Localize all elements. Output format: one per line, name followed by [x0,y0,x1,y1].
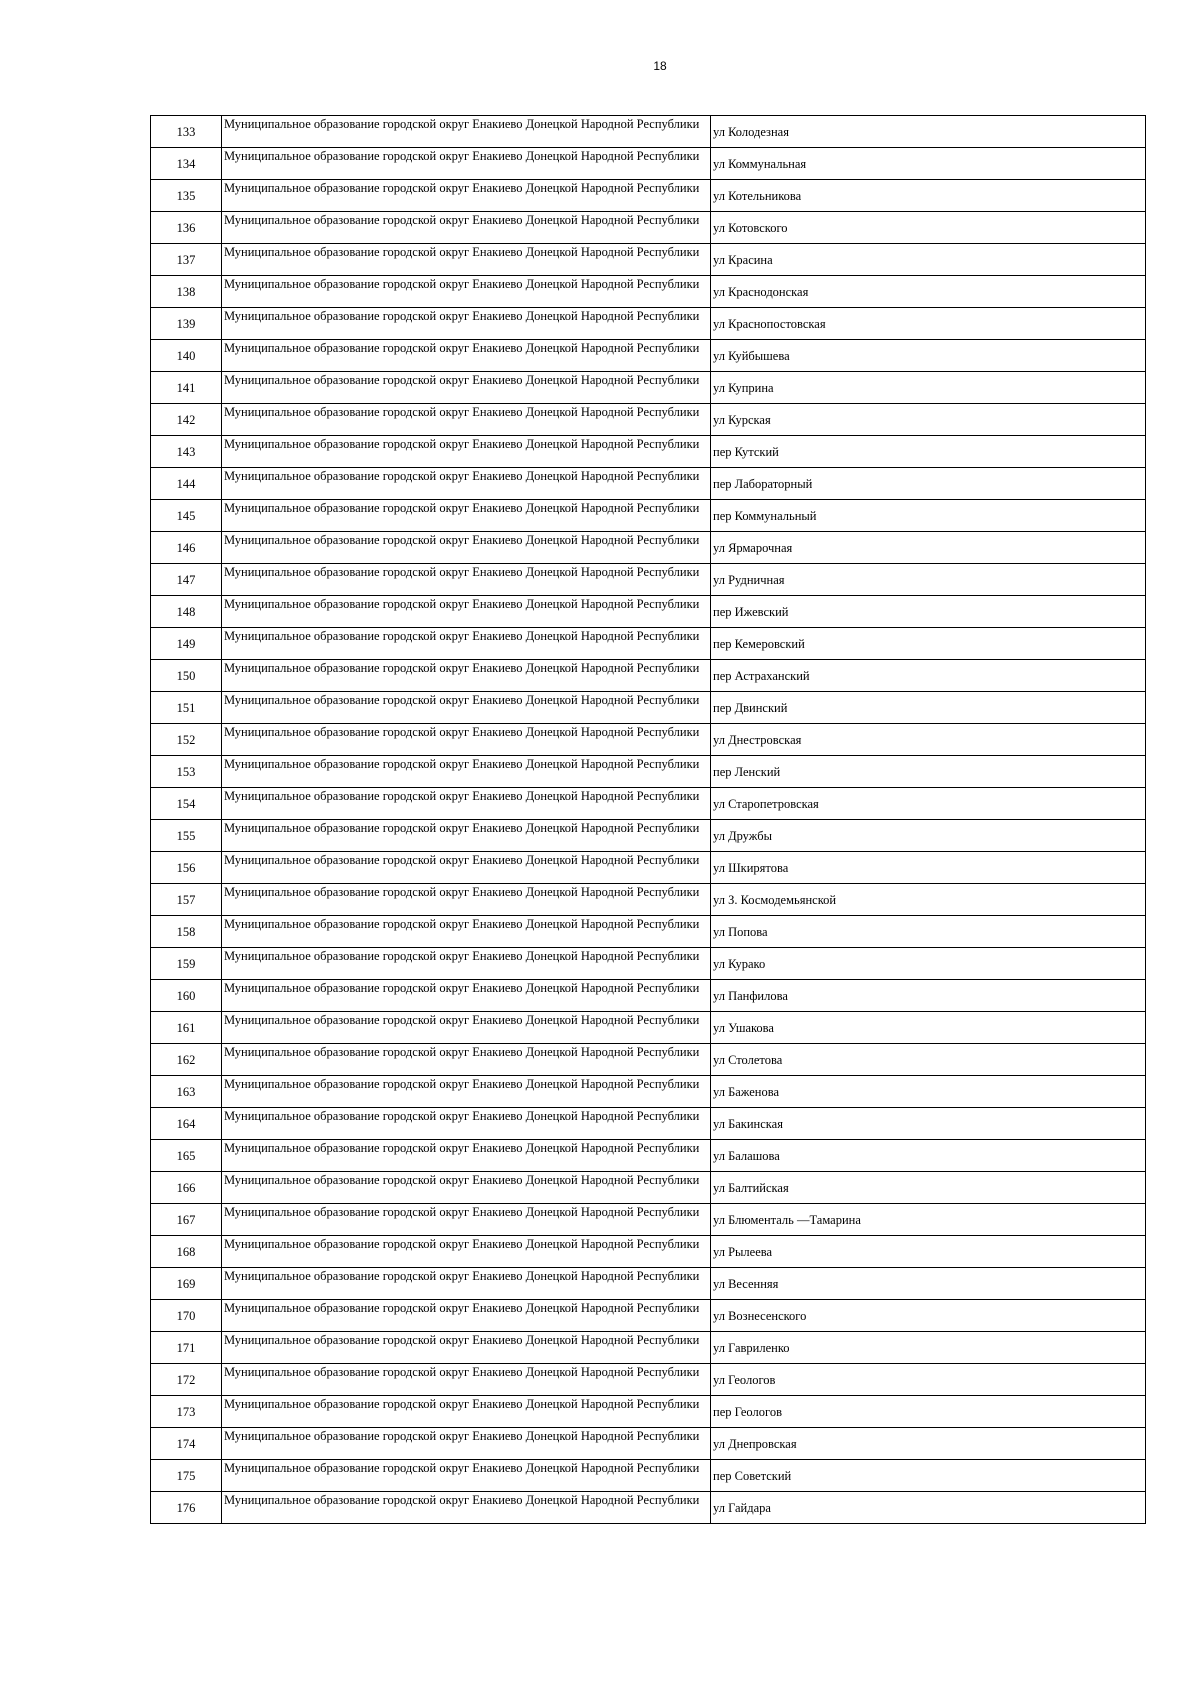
municipality-cell: Муниципальное образование городской округ Енакиево Донецкой Народной Республики [222,564,711,596]
table-row [151,404,1146,436]
street-cell: ул Рылеева [711,1236,1146,1268]
municipality-cell: Муниципальное образование городской округ Енакиево Донецкой Народной Республики [222,1364,711,1396]
street-cell: ул Попова [711,916,1146,948]
table-row [151,1204,1146,1236]
street-cell: ул Коммунальная [711,148,1146,180]
table-row [151,916,1146,948]
street-cell: ул З. Космодемьянской [711,884,1146,916]
table-row [151,1108,1146,1140]
row-number-cell: 174 [151,1428,222,1460]
street-cell: ул Курская [711,404,1146,436]
row-number-cell: 158 [151,916,222,948]
row-number-cell: 171 [151,1332,222,1364]
street-cell: ул Гавриленко [711,1332,1146,1364]
street-cell: ул Столетова [711,1044,1146,1076]
street-cell: ул Куприна [711,372,1146,404]
row-number-cell: 172 [151,1364,222,1396]
street-cell: пер Астраханский [711,660,1146,692]
row-number-cell: 148 [151,596,222,628]
street-cell: ул Куйбышева [711,340,1146,372]
street-cell: пер Геологов [711,1396,1146,1428]
table-row [151,724,1146,756]
row-number-cell: 139 [151,308,222,340]
street-cell: пер Ленский [711,756,1146,788]
row-number-cell: 146 [151,532,222,564]
row-number-cell: 147 [151,564,222,596]
municipality-cell: Муниципальное образование городской округ Енакиево Донецкой Народной Республики [222,980,711,1012]
street-cell: пер Советский [711,1460,1146,1492]
street-cell: ул Котельникова [711,180,1146,212]
municipality-cell: Муниципальное образование городской округ Енакиево Донецкой Народной Республики [222,628,711,660]
row-number-cell: 175 [151,1460,222,1492]
table-row [151,308,1146,340]
row-number-cell: 144 [151,468,222,500]
table-row [151,116,1146,148]
table-row [151,532,1146,564]
table-row [151,180,1146,212]
row-number-cell: 157 [151,884,222,916]
municipality-cell: Муниципальное образование городской округ Енакиево Донецкой Народной Республики [222,532,711,564]
table-row [151,1140,1146,1172]
municipality-cell: Муниципальное образование городской округ Енакиево Донецкой Народной Республики [222,852,711,884]
row-number-cell: 166 [151,1172,222,1204]
street-cell: ул Курако [711,948,1146,980]
table-row [151,212,1146,244]
table-row [151,660,1146,692]
municipality-cell: Муниципальное образование городской округ Енакиево Донецкой Народной Республики [222,1076,711,1108]
municipality-cell: Муниципальное образование городской округ Енакиево Донецкой Народной Республики [222,948,711,980]
table-row [151,1076,1146,1108]
municipality-cell: Муниципальное образование городской округ Енакиево Донецкой Народной Республики [222,820,711,852]
street-cell: ул Гайдара [711,1492,1146,1524]
table-row [151,244,1146,276]
municipality-cell: Муниципальное образование городской округ Енакиево Донецкой Народной Республики [222,916,711,948]
table-row [151,1236,1146,1268]
municipality-cell: Муниципальное образование городской округ Енакиево Донецкой Народной Республики [222,244,711,276]
table-row [151,788,1146,820]
table-row [151,436,1146,468]
row-number-cell: 165 [151,1140,222,1172]
table-row [151,756,1146,788]
table-row [151,1332,1146,1364]
row-number-cell: 168 [151,1236,222,1268]
municipality-cell: Муниципальное образование городской округ Енакиево Донецкой Народной Республики [222,1428,711,1460]
municipality-cell: Муниципальное образование городской округ Енакиево Донецкой Народной Республики [222,404,711,436]
municipality-cell: Муниципальное образование городской округ Енакиево Донецкой Народной Республики [222,788,711,820]
street-cell: ул Балашова [711,1140,1146,1172]
table-row [151,340,1146,372]
street-cell: ул Колодезная [711,116,1146,148]
row-number-cell: 138 [151,276,222,308]
street-cell: ул Днепровская [711,1428,1146,1460]
table-row [151,1044,1146,1076]
municipality-cell: Муниципальное образование городской округ Енакиево Донецкой Народной Республики [222,212,711,244]
municipality-cell: Муниципальное образование городской округ Енакиево Донецкой Народной Республики [222,308,711,340]
street-cell: ул Старопетровская [711,788,1146,820]
municipality-cell: Муниципальное образование городской округ Енакиево Донецкой Народной Республики [222,1012,711,1044]
street-cell: ул Вознесенского [711,1300,1146,1332]
table-row [151,564,1146,596]
table-row [151,980,1146,1012]
municipality-cell: Муниципальное образование городской округ Енакиево Донецкой Народной Республики [222,1172,711,1204]
row-number-cell: 141 [151,372,222,404]
municipality-cell: Муниципальное образование городской округ Енакиево Донецкой Народной Республики [222,692,711,724]
row-number-cell: 135 [151,180,222,212]
table-row [151,852,1146,884]
row-number-cell: 150 [151,660,222,692]
table-row [151,692,1146,724]
row-number-cell: 156 [151,852,222,884]
street-cell: ул Днестровская [711,724,1146,756]
street-cell: ул Дружбы [711,820,1146,852]
street-cell: ул Рудничная [711,564,1146,596]
municipality-cell: Муниципальное образование городской округ Енакиево Донецкой Народной Республики [222,1236,711,1268]
street-cell: ул Весенняя [711,1268,1146,1300]
row-number-cell: 162 [151,1044,222,1076]
address-table [150,115,1146,1524]
row-number-cell: 151 [151,692,222,724]
street-cell: пер Ижевский [711,596,1146,628]
row-number-cell: 155 [151,820,222,852]
street-cell: ул Краснопостовская [711,308,1146,340]
table-row [151,1172,1146,1204]
municipality-cell: Муниципальное образование городской округ Енакиево Донецкой Народной Республики [222,1332,711,1364]
table-body [151,116,1146,1524]
street-cell: пер Кемеровский [711,628,1146,660]
municipality-cell: Муниципальное образование городской округ Енакиево Донецкой Народной Республики [222,1204,711,1236]
row-number-cell: 161 [151,1012,222,1044]
street-cell: ул Краснодонская [711,276,1146,308]
table-row [151,1428,1146,1460]
municipality-cell: Муниципальное образование городской округ Енакиево Донецкой Народной Республики [222,500,711,532]
row-number-cell: 163 [151,1076,222,1108]
row-number-cell: 169 [151,1268,222,1300]
municipality-cell: Муниципальное образование городской округ Енакиево Донецкой Народной Республики [222,660,711,692]
municipality-cell: Муниципальное образование городской округ Енакиево Донецкой Народной Республики [222,1044,711,1076]
row-number-cell: 164 [151,1108,222,1140]
street-cell: пер Коммунальный [711,500,1146,532]
table-row [151,500,1146,532]
table-row [151,628,1146,660]
table-row [151,1396,1146,1428]
municipality-cell: Муниципальное образование городской округ Енакиево Донецкой Народной Республики [222,180,711,212]
table-row [151,148,1146,180]
street-cell: ул Блюменталь —Тамарина [711,1204,1146,1236]
row-number-cell: 142 [151,404,222,436]
street-cell: ул Котовского [711,212,1146,244]
table-row [151,1012,1146,1044]
street-cell: ул Балтийская [711,1172,1146,1204]
street-cell: пер Лабораторный [711,468,1146,500]
municipality-cell: Муниципальное образование городской округ Енакиево Донецкой Народной Республики [222,276,711,308]
municipality-cell: Муниципальное образование городской округ Енакиево Донецкой Народной Республики [222,116,711,148]
municipality-cell: Муниципальное образование городской округ Енакиево Донецкой Народной Республики [222,884,711,916]
table-row [151,468,1146,500]
row-number-cell: 154 [151,788,222,820]
municipality-cell: Муниципальное образование городской округ Енакиево Донецкой Народной Республики [222,1268,711,1300]
municipality-cell: Муниципальное образование городской округ Енакиево Донецкой Народной Республики [222,1492,711,1524]
table-row [151,1300,1146,1332]
table-row [151,596,1146,628]
row-number-cell: 136 [151,212,222,244]
page-number: 18 [653,59,667,73]
municipality-cell: Муниципальное образование городской округ Енакиево Донецкой Народной Республики [222,468,711,500]
row-number-cell: 167 [151,1204,222,1236]
row-number-cell: 134 [151,148,222,180]
street-cell: пер Двинский [711,692,1146,724]
table-row [151,276,1146,308]
municipality-cell: Муниципальное образование городской округ Енакиево Донецкой Народной Республики [222,1140,711,1172]
municipality-cell: Муниципальное образование городской округ Енакиево Донецкой Народной Республики [222,1396,711,1428]
row-number-cell: 149 [151,628,222,660]
street-cell: ул Баженова [711,1076,1146,1108]
row-number-cell: 153 [151,756,222,788]
municipality-cell: Муниципальное образование городской округ Енакиево Донецкой Народной Республики [222,1108,711,1140]
street-cell: ул Красина [711,244,1146,276]
table-row [151,1492,1146,1524]
street-cell: ул Ушакова [711,1012,1146,1044]
row-number-cell: 133 [151,116,222,148]
table-row [151,1460,1146,1492]
municipality-cell: Муниципальное образование городской округ Енакиево Донецкой Народной Республики [222,756,711,788]
row-number-cell: 137 [151,244,222,276]
row-number-cell: 160 [151,980,222,1012]
table-row [151,948,1146,980]
table-row [151,884,1146,916]
street-cell: ул Геологов [711,1364,1146,1396]
municipality-cell: Муниципальное образование городской округ Енакиево Донецкой Народной Республики [222,596,711,628]
street-cell: ул Ярмарочная [711,532,1146,564]
municipality-cell: Муниципальное образование городской округ Енакиево Донецкой Народной Республики [222,148,711,180]
row-number-cell: 159 [151,948,222,980]
street-cell: пер Кутский [711,436,1146,468]
row-number-cell: 176 [151,1492,222,1524]
table-row [151,820,1146,852]
street-cell: ул Бакинская [711,1108,1146,1140]
municipality-cell: Муниципальное образование городской округ Енакиево Донецкой Народной Республики [222,436,711,468]
row-number-cell: 173 [151,1396,222,1428]
row-number-cell: 152 [151,724,222,756]
street-cell: ул Шкирятова [711,852,1146,884]
municipality-cell: Муниципальное образование городской округ Енакиево Донецкой Народной Республики [222,340,711,372]
municipality-cell: Муниципальное образование городской округ Енакиево Донецкой Народной Республики [222,1460,711,1492]
municipality-cell: Муниципальное образование городской округ Енакиево Донецкой Народной Республики [222,372,711,404]
row-number-cell: 170 [151,1300,222,1332]
row-number-cell: 143 [151,436,222,468]
street-cell: ул Панфилова [711,980,1146,1012]
table-row [151,1364,1146,1396]
municipality-cell: Муниципальное образование городской округ Енакиево Донецкой Народной Республики [222,724,711,756]
row-number-cell: 145 [151,500,222,532]
row-number-cell: 140 [151,340,222,372]
table-row [151,1268,1146,1300]
municipality-cell: Муниципальное образование городской округ Енакиево Донецкой Народной Республики [222,1300,711,1332]
table-row [151,372,1146,404]
